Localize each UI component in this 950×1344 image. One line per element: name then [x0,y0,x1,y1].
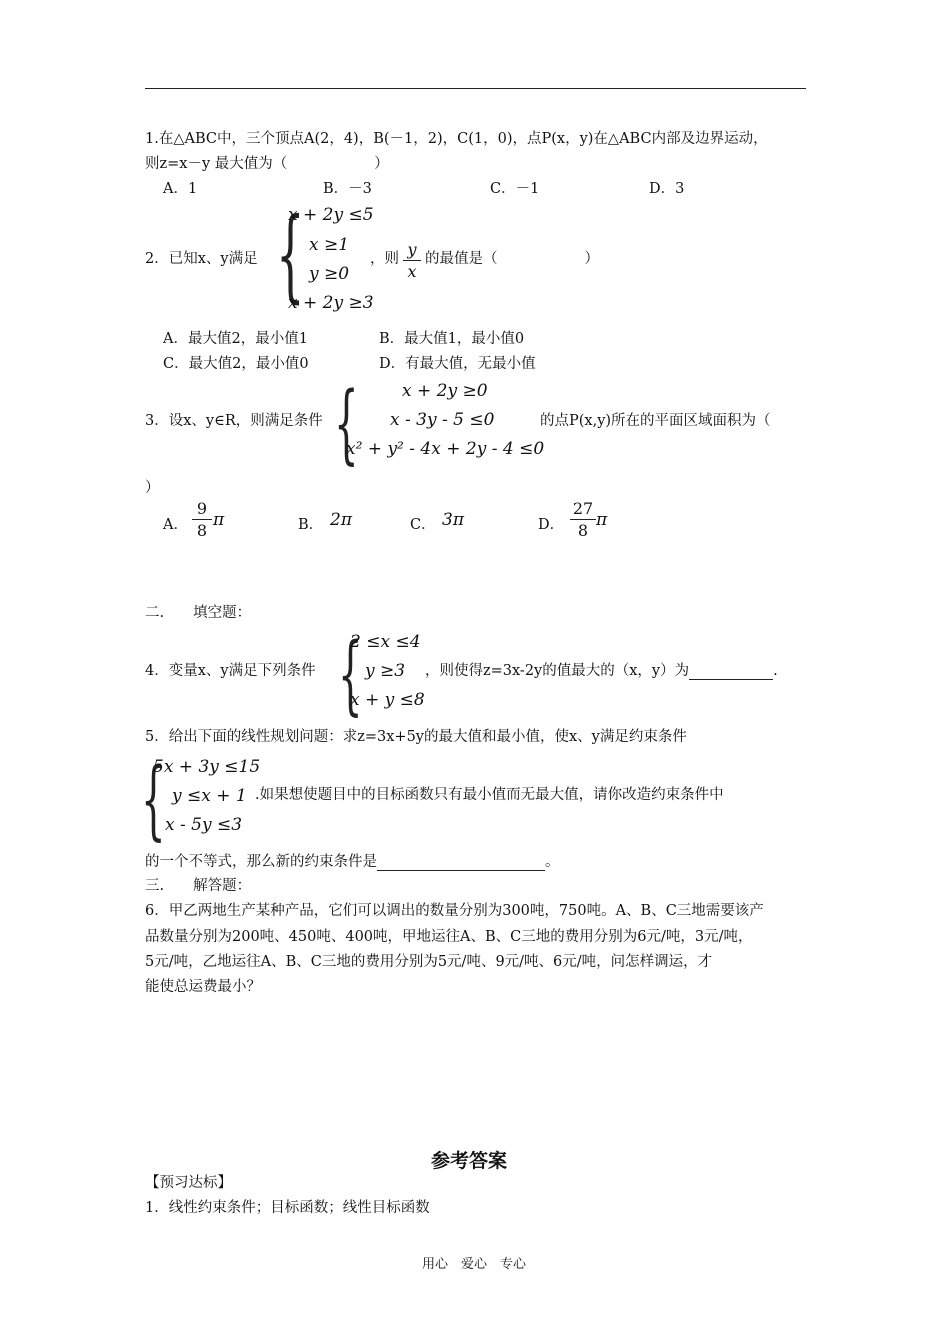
q3-option-a-pi: π [213,510,225,530]
section-fill-in-heading: 二. 填空题： [145,605,252,621]
q1-line1: 1.在△ABC中，三个顶点A(2，4)，B(－1，2)，C(1，0)，点P(x，y)在△ABC内部及边界运动， [145,131,768,147]
q4-answer-blank [689,663,773,680]
q5-cond-2: y ≤x + 1 [172,786,247,806]
q2-prefix: 2．已知x、y满足 [145,251,258,267]
q3-option-b-label: B． [298,517,324,533]
q3-option-c-label: C． [410,517,436,533]
q3-close-paren: ） [145,480,160,496]
q6-line3: 5元/吨，乙地运往A、B、C三地的费用分别为5元/吨、9元/吨、6元/吨，问怎样调运，才 [145,954,713,970]
q2-cond-2: x ≥1 [309,235,350,255]
q2-fraction [403,240,421,283]
page-footer: 用心 爱心 专心 [422,1257,527,1272]
q2-mid: ，则 [370,251,399,267]
q1-line2: 则z=x－y 最大值为（ ） [145,156,389,172]
answers-subtitle: 【预习达标】 [145,1175,232,1191]
answers-line1: 1．线性约束条件；目标函数；线性目标函数 [145,1200,430,1216]
q1-option-d: D．3 [649,181,685,197]
q3-option-d-fraction [570,499,596,542]
q5-cond-1: 5x + 3y ≤15 [153,757,261,777]
q4-suffix [425,659,778,680]
q5-cond-3: x - 5y ≤3 [165,815,243,835]
q5-line3 [145,850,560,871]
q6-line2: 品数量分别为200吨、450吨、400吨，甲地运往A、B、C三地的费用分别为6元/吨，3元/吨， [145,929,753,945]
q3-option-a-num: 9 [192,499,212,520]
q5-answer-blank [377,854,545,871]
q1-option-a: A．1 [163,181,198,197]
q2-frac-denominator: x [407,262,417,281]
q3-option-a-den: 8 [196,521,208,540]
q3-option-d-label: D． [538,517,565,533]
q2-option-c: C．最大值2，最小值0 [163,356,309,372]
q5-after-system: .如果想使题目中的目标函数只有最小值而无最大值，请你改造约束条件中 [255,787,724,803]
q3-option-d-num: 27 [570,499,596,520]
q3-cond-1: x + 2y ≥0 [402,381,488,401]
q3-option-c-value: 3π [442,510,464,530]
q6-line4: 能使总运费最小？ [145,979,261,995]
q2-brace: { [276,196,305,313]
section-solve-heading: 三. 解答题： [145,878,252,894]
q2-cond-1: x + 2y ≤5 [288,205,374,225]
answers-title: 参考答案 [431,1150,508,1172]
q4-prefix: 4．变量x、y满足下列条件 [145,663,316,679]
q3-option-a-label: A． [163,517,188,533]
q5-line3-text: 的一个不等式，那么新的约束条件是 [145,854,377,870]
q3-brace: { [334,374,359,474]
q3-cond-3: x² + y² - 4x + 2y - 4 ≤0 [346,439,545,459]
header-rule [145,88,806,89]
q4-cond-3: x + y ≤8 [350,690,425,710]
q3-prefix: 3．设x、y∈R，则满足条件 [145,413,323,429]
q2-option-b: B．最大值1，最小值0 [379,331,525,347]
q2-cond-4: x + 2y ≥3 [288,293,374,313]
q2-option-a: A．最大值2，最小值1 [163,331,308,347]
q3-option-a-fraction [192,499,212,542]
q2-suffix: 的最值是（ ） [425,251,599,267]
q1-option-b: B．－3 [323,181,372,197]
q4-end: . [773,663,778,679]
q5-line1: 5．给出下面的线性规划问题：求z=3x+5y的最大值和最小值，使x、y满足约束条件 [145,729,687,745]
q3-option-d-pi: π [596,510,608,530]
q5-line3-end: 。 [545,854,560,870]
q2-frac-numerator: y [403,240,421,261]
q2-option-d: D．有最大值，无最小值 [379,356,536,372]
q4-suffix-text: ，则使得z=3x-2y的值最大的（x，y）为 [425,663,690,679]
q4-cond-2: y ≥3 [365,661,406,681]
q3-cond-2: x - 3y - 5 ≤0 [390,410,495,430]
q2-cond-3: y ≥0 [309,264,350,284]
q3-option-d-den: 8 [577,521,589,540]
q5-brace: { [141,750,166,850]
q3-option-b-value: 2π [330,510,352,530]
q6-line1: 6．甲乙两地生产某种产品，它们可以调出的数量分别为300吨，750吨。A、B、C三地需要该产 [145,903,764,919]
q4-brace: { [338,625,363,725]
q3-suffix: 的点P(x,y)所在的平面区域面积为（ [540,413,771,429]
q4-cond-1: 2 ≤x ≤4 [350,632,421,652]
q1-option-c: C．－1 [490,181,540,197]
